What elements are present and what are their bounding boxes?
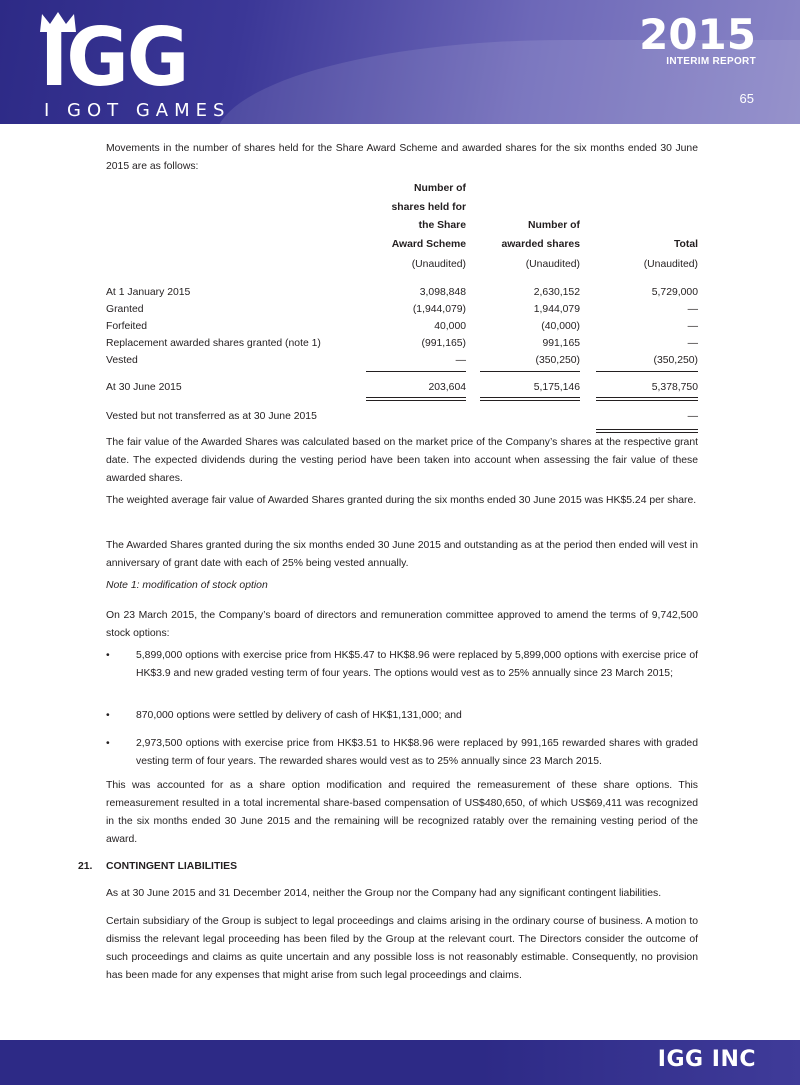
contingent-liabilities-paragraph-2 <box>106 913 698 985</box>
table-row <box>106 318 698 335</box>
bullet-text: 2,973,500 options with exercise price from HK$3.51 to HK$8.96 were replaced by 991,165 rewarded shares with graded vesting term of four years. The rewarded shares would vest as to 25% annually since 23 March 2015. <box>136 738 698 767</box>
row-value-col2: 991,165 <box>542 338 580 349</box>
row-value-col2: (350,250) <box>535 355 580 366</box>
weighted-average-paragraph <box>106 492 698 510</box>
row-value-col1: (1,944,079) <box>412 304 466 315</box>
bullet-icon: • <box>106 650 110 661</box>
row-label: At 30 June 2015 <box>106 382 182 393</box>
report-footer <box>0 1040 800 1085</box>
header-col2-line1: Number of <box>528 220 580 231</box>
vesting-text: The Awarded Shares granted during the six months ended 30 June 2015 and outstanding as at the period then ended will vest in anniversary of grant date with each of 25% being vested annually. <box>106 540 698 569</box>
fair-value-text: The fair value of the Awarded Shares was calculated based on the market price of the Company’s shares at the respective grant date. The expected dividends during the vesting period have been taken into account when assessing the fair value of these awarded shares. <box>106 437 698 484</box>
table-row <box>106 301 698 318</box>
row-label: Granted <box>106 304 144 315</box>
row-value-col3: 5,729,000 <box>651 287 698 298</box>
row-value-col3: — <box>687 321 698 332</box>
weighted-average-text: The weighted average fair value of Awarded Shares granted during the six months ended 30 June 2015 was HK$5.24 per share. <box>106 495 697 506</box>
row-value-col3: (350,250) <box>653 355 698 366</box>
subtotal-rule-col1 <box>366 371 466 372</box>
list-item <box>106 735 698 771</box>
subheader-col1: (Unaudited) <box>411 259 466 270</box>
report-year: 2015 <box>639 10 756 59</box>
modification-summary-paragraph <box>106 777 698 849</box>
subheader-col2: (Unaudited) <box>525 259 580 270</box>
subtotal-rule-col2 <box>480 371 580 372</box>
table-total-row <box>106 379 698 396</box>
vesting-paragraph <box>106 537 698 573</box>
row-value-col1: 40,000 <box>434 321 466 332</box>
row-value-col1: 3,098,848 <box>419 287 466 298</box>
subheader-col3: (Unaudited) <box>643 259 698 270</box>
bullet-icon: • <box>106 738 110 749</box>
row-value-col1: 203,604 <box>428 382 466 393</box>
table-row <box>106 352 698 369</box>
header-col2-line2: awarded shares <box>501 238 580 250</box>
bullet-text: 870,000 options were settled by delivery of cash of HK$1,131,000; and <box>136 710 462 721</box>
list-item <box>106 647 698 683</box>
row-value-col1: (991,165) <box>421 338 466 349</box>
header-col-awarded-shares <box>501 217 580 254</box>
row-label: Vested but not transferred as at 30 June 2015 <box>106 411 317 422</box>
report-header <box>0 0 800 124</box>
header-col1-line3: the Share <box>418 220 466 231</box>
note-title <box>106 577 698 595</box>
modification-summary-text: This was accounted for as a share option modification and required the remeasurement of these share options. This remeasurement resulted in a total incremental share-based compensation of US$480,650, of which US$69,411 was recognized in the six months ended 30 June 2015 and the remaining will be recognized ratably over the remaining vesting period of the award. <box>106 780 698 845</box>
igg-logo: IGG <box>40 11 188 104</box>
bullet-icon: • <box>106 710 110 721</box>
header-col1-line1: Number of <box>414 183 466 194</box>
bullet-text: 5,899,000 options with exercise price from HK$5.47 to HK$8.96 were replaced by 5,899,000 options with exercise price of HK$3.9 and new graded vesting term of four years. The options would vest as to 25% annually since 23 March 2015; <box>136 650 698 679</box>
table-row <box>106 335 698 352</box>
row-label: Vested <box>106 355 138 366</box>
total-double-rule-col1 <box>366 397 466 401</box>
row-value-col3: — <box>687 411 698 422</box>
row-value-col2: 5,175,146 <box>533 382 580 393</box>
vested-double-rule <box>596 429 698 433</box>
row-label: Replacement awarded shares granted (note 1) <box>106 338 321 349</box>
row-value-col2: (40,000) <box>541 321 580 332</box>
subtotal-rule-col3 <box>596 371 698 372</box>
total-double-rule-col3 <box>596 397 698 401</box>
section-title: CONTINGENT LIABILITIES <box>106 861 238 872</box>
header-col1-line2: shares held for <box>391 201 466 213</box>
row-value-col3: — <box>687 304 698 315</box>
total-double-rule-col2 <box>480 397 580 401</box>
row-value-col2: 1,944,079 <box>533 304 580 315</box>
header-col1-line4: Award Scheme <box>391 238 466 250</box>
note-title-text: Note 1: modification of stock option <box>106 580 268 591</box>
note-intro-paragraph <box>106 607 698 643</box>
page-number: 65 <box>739 91 754 106</box>
row-label: At 1 January 2015 <box>106 287 191 298</box>
row-label: Forfeited <box>106 321 148 332</box>
header-col-share-award-scheme <box>392 180 467 254</box>
note-intro-text: On 23 March 2015, the Company’s board of directors and remuneration committee approved to amend the terms of 9,742,500 stock options: <box>106 610 698 639</box>
header-col-total <box>674 236 698 255</box>
row-value-col1: — <box>455 355 466 366</box>
header-col3-label: Total <box>673 238 698 250</box>
list-item <box>106 707 698 725</box>
logo-tagline: I GOT GAMES <box>44 100 231 121</box>
table-vested-row <box>106 408 698 425</box>
section-number: 21. <box>78 861 93 872</box>
table-row <box>106 284 698 301</box>
fair-value-paragraph <box>106 434 698 488</box>
row-value-col3: — <box>687 338 698 349</box>
contingent-para1-text: As at 30 June 2015 and 31 December 2014, neither the Group nor the Company had any significant contingent liabilities. <box>106 888 662 899</box>
footer-brand: IGG INC <box>657 1047 756 1072</box>
intro-paragraph <box>106 140 698 176</box>
intro-text: Movements in the number of shares held for the Share Award Scheme and awarded shares for the six months ended 30 June 2015 are as follows: <box>106 143 698 172</box>
row-value-col2: 2,630,152 <box>533 287 580 298</box>
row-value-col3: 5,378,750 <box>651 382 698 393</box>
report-label: INTERIM REPORT <box>666 56 756 67</box>
contingent-para2-text: Certain subsidiary of the Group is subject to legal proceedings and claims arising in the ordinary course of business. A motion to dismiss the relevant legal proceeding has been filed by the Group at the relevant court. The Directors consider the outcome of such proceedings and claims as quite uncertain and any possible loss is not reasonably estimable. Consequently, no provision has been made for any expenses that might arise from such legal proceedings and claims. <box>106 916 698 981</box>
contingent-liabilities-paragraph-1 <box>106 885 698 903</box>
